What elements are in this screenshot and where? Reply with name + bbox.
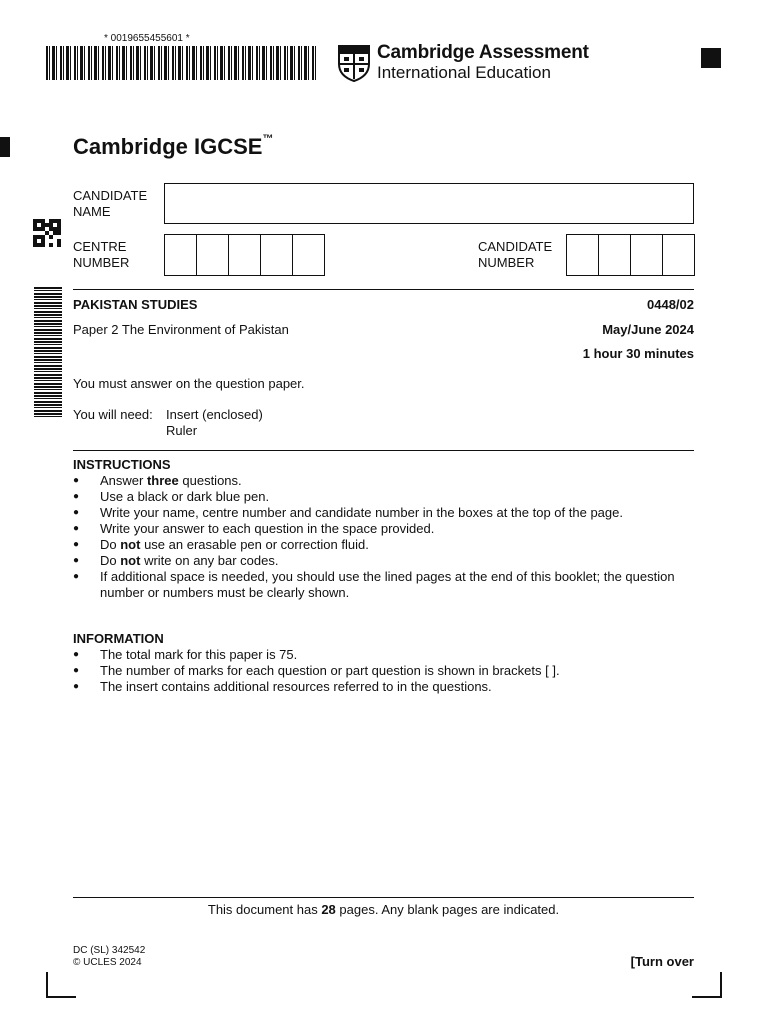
label-line: CENTRE xyxy=(73,239,127,254)
need-item-ruler: Ruler xyxy=(166,423,198,438)
information-section xyxy=(73,631,694,695)
qr-code-icon xyxy=(33,219,61,247)
cambridge-crest-icon xyxy=(337,44,371,82)
bold-text: not xyxy=(120,537,141,552)
information-heading: INFORMATION xyxy=(73,631,164,646)
barcode-number: * 0019655455601 * xyxy=(104,33,190,44)
paper-code: 0448/02 xyxy=(647,297,694,312)
registration-mark-left xyxy=(0,137,10,157)
qualification-title xyxy=(73,134,273,160)
page-count-note xyxy=(73,902,694,917)
digit-box[interactable] xyxy=(197,235,229,275)
digit-box[interactable] xyxy=(567,235,599,275)
footer-divider xyxy=(73,897,694,898)
candidate-number-label xyxy=(478,239,552,271)
corner-mark-left xyxy=(46,972,76,998)
label-line: CANDIDATE xyxy=(73,188,148,203)
candidate-number-field[interactable] xyxy=(566,234,695,276)
side-barcode xyxy=(34,287,62,417)
paper-title: Paper 2 The Environment of Pakistan xyxy=(73,322,289,337)
registration-mark xyxy=(701,48,721,68)
list-item xyxy=(73,553,694,569)
logo-line-2: International Education xyxy=(377,63,551,82)
text: Write your name, centre number and candidate number in the boxes at the top of the page. xyxy=(100,505,623,520)
bold-text: not xyxy=(120,553,141,568)
digit-box[interactable] xyxy=(599,235,631,275)
trademark: ™ xyxy=(262,132,274,145)
list-item: ● The insert contains additional resources referred to in the questions. xyxy=(73,679,694,695)
bold-text: three xyxy=(146,473,179,488)
exam-session: May/June 2024 xyxy=(602,322,694,337)
centre-number-label xyxy=(73,239,129,271)
candidate-name-label xyxy=(73,188,147,220)
title-text: Cambridge IGCSE xyxy=(73,134,263,159)
page-count: 28 xyxy=(321,902,336,917)
information-list xyxy=(73,647,694,695)
answer-instruction: You must answer on the question paper. xyxy=(73,376,305,391)
candidate-name-field[interactable] xyxy=(164,183,694,224)
label-line: NUMBER xyxy=(73,255,130,270)
label-line: NUMBER xyxy=(478,255,535,270)
text: questions. xyxy=(178,473,242,488)
centre-number-field[interactable] xyxy=(164,234,325,276)
document-reference xyxy=(73,945,145,969)
digit-box[interactable] xyxy=(165,235,197,275)
instructions-heading: INSTRUCTIONS xyxy=(73,457,171,472)
list-item: ● The number of marks for each question or part question is shown in brackets [ ]. xyxy=(73,663,694,679)
top-barcode xyxy=(46,46,318,80)
list-item xyxy=(73,489,694,505)
label-line: CANDIDATE xyxy=(478,239,553,254)
list-item xyxy=(73,473,694,489)
exam-duration: 1 hour 30 minutes xyxy=(582,346,694,361)
text: write on any bar codes. xyxy=(140,553,279,568)
need-item-insert: Insert (enclosed) xyxy=(166,407,263,422)
digit-box[interactable] xyxy=(631,235,663,275)
turn-over: [Turn over xyxy=(630,954,694,969)
label-line: NAME xyxy=(73,204,111,219)
text: pages. Any blank pages are indicated. xyxy=(335,902,560,917)
corner-mark-right xyxy=(692,972,722,998)
digit-box[interactable] xyxy=(261,235,293,275)
text: Do xyxy=(100,553,121,568)
divider xyxy=(73,289,694,290)
text: Use a black or dark blue pen. xyxy=(100,489,270,504)
digit-box[interactable] xyxy=(229,235,261,275)
digit-box[interactable] xyxy=(663,235,694,275)
list-item xyxy=(73,537,694,553)
reference-code: DC (SL) 342542 xyxy=(73,945,146,956)
subject-title: PAKISTAN STUDIES xyxy=(73,297,198,312)
text: Write your answer to each question in the space provided. xyxy=(100,521,435,536)
text: use an erasable pen or correction fluid. xyxy=(140,537,369,552)
text: Answer xyxy=(100,473,147,488)
list-item xyxy=(73,505,694,521)
instructions-section xyxy=(73,457,694,601)
text: This document has xyxy=(207,902,322,917)
list-item xyxy=(73,521,694,537)
divider xyxy=(73,450,694,451)
logo-line-1: Cambridge Assessment xyxy=(377,42,589,63)
digit-box[interactable] xyxy=(293,235,324,275)
copyright: © UCLES 2024 xyxy=(73,957,142,968)
instructions-list xyxy=(73,473,694,601)
list-item xyxy=(73,569,694,601)
text: Do xyxy=(100,537,121,552)
need-label: You will need: xyxy=(73,407,153,422)
text: If additional space is needed, you should use the lined pages at the end of this booklet; the question number or numbers must be clearly shown. xyxy=(100,569,675,600)
list-item: ● The total mark for this paper is 75. xyxy=(73,647,694,663)
